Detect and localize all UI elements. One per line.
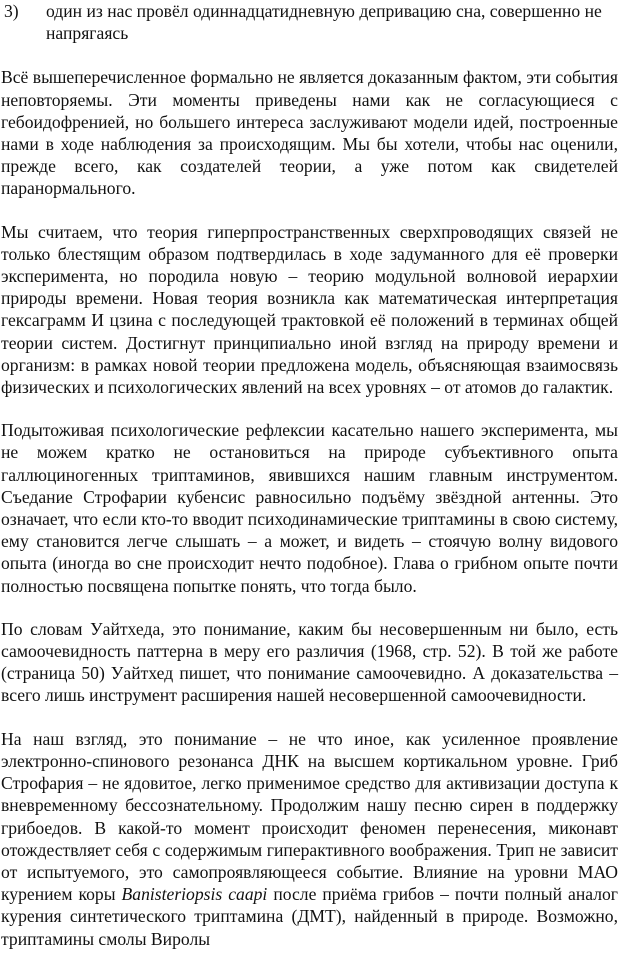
paragraph-5-text-start: На наш взгляд, это понимание – не что иное, как усиленное проявление электронно-спинового резонанса ДНК на высшем кортикальном уровне. Гриб Строфария – не ядовитое, легко применимое средство для активизации доступа к вневременному бессознательному. Продолжим нашу песню сирен в поддержку грибоедов. В какой-то момент происходит феномен перенесения, миконавт отождествляет себя с содержимым гиперактивного воображения. Трип не зависит от испытуемого, это самопроявляющееся событие. Влияние на уровни МАО курением коры [1, 728, 618, 905]
species-name-italic: Banisteriopsis caapi [121, 884, 268, 905]
paragraph-2: Мы считаем, что теория гиперпространственных сверхпроводящих связей не только блестящим образом подтвердилась в ходе задуманного для её проверки эксперимента, но породила новую – теорию модульной волновой иерархии природы времени. Новая теория возникла как математическая интерпретация гексаграмм И цзина с последующей трактовкой её положений в терминах общей теории систем. Достигнут принципиально иной взгляд на природу времени и организм: в рамках новой теории предложена модель, объясняющая взаимосвязь физических и психологических явлений на всех уровнях – от атомов до галактик. [1, 221, 618, 398]
list-item-3 [1, 0, 618, 44]
paragraph-5-text-end: после приёма грибов – почти полный аналог курения синтетического триптамина (ДМТ), найденный в природе. Возможно, триптамины смолы Виролы [1, 884, 618, 949]
paragraph-1: Всё вышеперечисленное формально не является доказанным фактом, эти события неповторяемы. Эти моменты приведены нами как не согласующиеся с гебоидофренией, но большего интереса заслуживают модели идей, построенные нами в ходе наблюдения за происходящим. Мы бы хотели, чтобы нас оценили, прежде всего, как создателей теории, а уже потом как свидетелей паранормального. [1, 67, 618, 199]
paragraph-4: По словам Уайтхеда, это понимание, каким бы несовершенным ни было, есть самоочевидность паттерна в меру его различия (1968, стр. 52). В той же работе (страница 50) Уайтхед пишет, что понимание самоочевидно. А доказательства – всего лишь инструмент расширения нашей несовершенной самоочевидности. [1, 618, 618, 706]
paragraph-3: Подытоживая психологические рефлексии касательно нашего эксперимента, мы не можем кратко не остановиться на природе субъективного опыта галлюциногенных триптаминов, явившихся нашим главным инструментом. Съедание Строфарии кубенсис равносильно подъёму звёздной антенны. Это означает, что если кто-то вводит психодинамические триптамины в свою систему, ему становится легче слышать – а может, и видеть – стоячую волну видового опыта (иногда во сне происходит нечто подобное). Глава о грибном опыте почти полностью посвящена попытке понять, что тогда было. [1, 420, 618, 596]
paragraph-5 [1, 728, 618, 950]
list-item-text: один из нас провёл одиннадцатидневную депривацию сна, совершенно не напрягаясь [46, 1, 602, 44]
list-item-number: 3) [4, 1, 19, 21]
